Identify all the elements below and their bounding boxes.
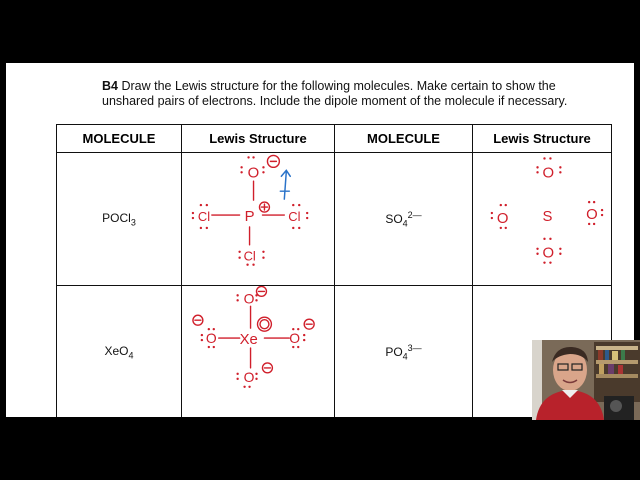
question-text: Draw the Lewis structure for the following molecules. Make certain to show the unshared pairs of electrons. Include the dipole moment of the molecule if necessary.	[102, 79, 568, 108]
pocl3-oxygen: O	[247, 165, 260, 182]
header-lewis-1: Lewis Structure	[182, 125, 335, 153]
so4-handwritten-structure	[473, 153, 611, 285]
formula-subscript: 4	[128, 350, 134, 361]
question-instructions	[102, 79, 582, 109]
formula-charge: 2—	[407, 209, 422, 220]
formula-base: PO	[385, 344, 403, 359]
xeo4-oxygen-left: O	[205, 330, 217, 347]
header-molecule-2: MOLECULE	[335, 125, 473, 153]
pocl3-chlorine-bottom: Cl	[243, 248, 256, 264]
so4-oxygen-left: O	[496, 210, 509, 227]
molecule-cell-so4	[335, 153, 473, 286]
formula-base: XeO	[104, 343, 129, 358]
table-header-row	[57, 125, 612, 153]
question-label: B4	[102, 79, 118, 93]
xeo4-oxygen-top: O	[243, 290, 255, 307]
dipole-arrow	[280, 170, 290, 199]
formula-subscript: 4	[402, 218, 408, 229]
lewis-cell-xeo4	[182, 286, 335, 418]
table-row	[57, 286, 612, 418]
header-molecule-1: MOLECULE	[57, 125, 182, 153]
formula-base: SO	[385, 211, 403, 226]
molecule-cell-pocl3	[57, 153, 182, 286]
so4-oxygen-bottom: O	[542, 245, 555, 262]
header-lewis-2: Lewis Structure	[473, 125, 612, 153]
table-row	[57, 153, 612, 286]
webcam-overlay	[532, 340, 640, 420]
formula-subscript: 4	[402, 351, 408, 362]
lewis-cell-pocl3	[182, 153, 335, 286]
lewis-structure-table	[56, 124, 612, 417]
pocl3-chlorine-left: Cl	[197, 208, 211, 224]
presenter-video	[532, 340, 640, 420]
pocl3-chlorine-right: Cl	[288, 208, 301, 224]
formula-base: POCl	[102, 210, 131, 225]
xeo4-xenon: Xe	[239, 332, 258, 349]
xeo4-oxygen-bottom: O	[243, 368, 255, 385]
formula-charge: 3—	[407, 342, 422, 353]
xeo4-handwritten-structure	[182, 286, 334, 417]
lewis-cell-so4	[473, 153, 612, 286]
xeo4-oxygen-right: O	[289, 330, 301, 347]
so4-sulfur: S	[542, 208, 553, 225]
so4-oxygen-top: O	[542, 165, 555, 182]
so4-oxygen-right: O	[586, 207, 598, 223]
molecule-cell-po4	[335, 286, 473, 418]
molecule-cell-xeo4	[57, 286, 182, 418]
pocl3-phosphorus: P	[244, 208, 255, 225]
formula-subscript: 3	[130, 217, 136, 228]
pocl3-handwritten-structure	[182, 153, 334, 285]
